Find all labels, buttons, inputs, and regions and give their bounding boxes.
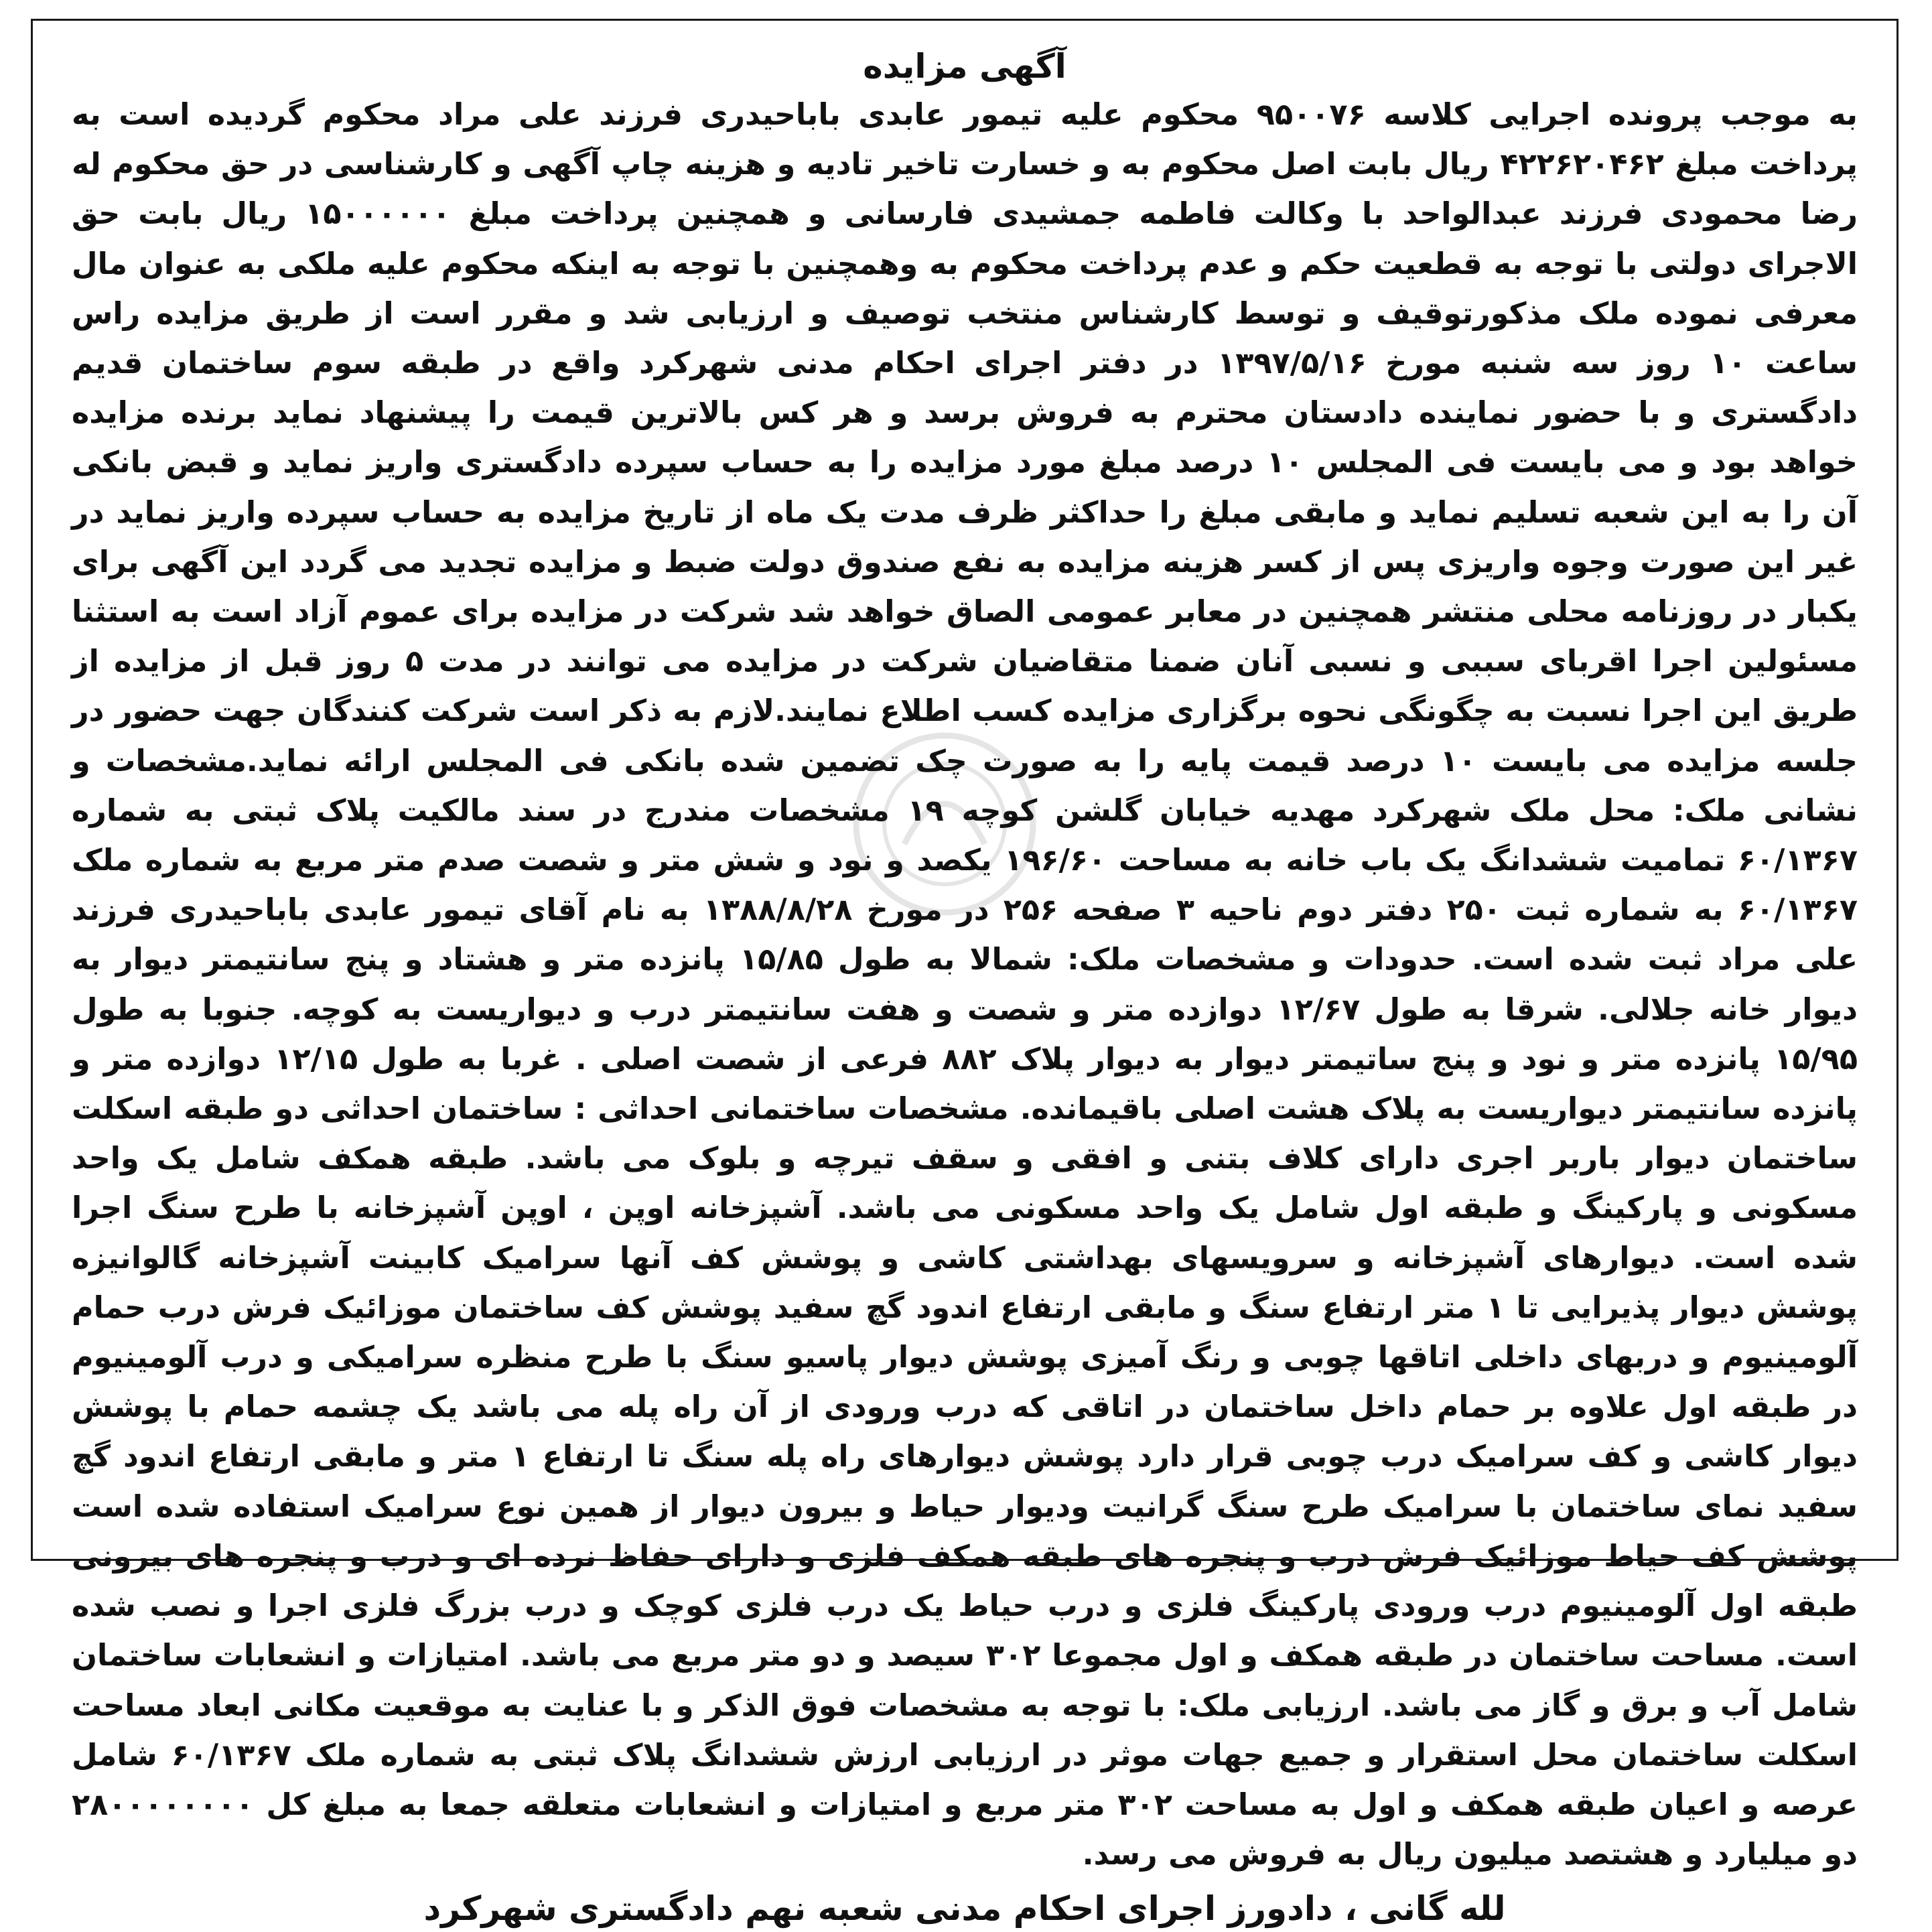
notice-title: آگهی مزایده <box>863 47 1066 86</box>
notice-signature: لله گانی ، دادورز اجرای احکام مدنی شعبه نهم دادگستری شهرکرد <box>423 1889 1506 1929</box>
notice-body: به موجب پرونده اجرایی کلاسه ۹۵۰۰۷۶ محکوم علیه تیمور عابدی باباحیدری فرزند علی مراد محکوم گردیده است به پرداخت مبلغ ۴۲۲۶۲۰۴۶۲ ریال بابت اصل محکوم به و خسارت تاخیر تادیه و هزینه چاپ آگهی و کارشناسی در حق محکوم له رضا محمودی فرزند عبدالواحد با وکالت فاطمه جمشیدی فارسانی و همچنین پرداخت مبلغ ۱۵۰۰۰۰۰۰ ریال بابت حق الاجرای دولتی با توجه به قطعیت حکم و عدم پرداخت محکوم به وهمچنین با توجه به اینکه محکوم علیه ملکی به عنوان مال معرفی نموده ملک مذکورتوقیف و توسط کارشناس منتخب توصیف و ارزیابی شد و مقرر است از طریق مزایده راس ساعت ۱۰ روز سه شنبه مورخ ۱۳۹۷/۵/۱۶ در دفتر اجرای احکام مدنی شهرکرد واقع در طبقه سوم ساختمان قدیم دادگستری و با حضور نماینده دادستان محترم به فروش برسد و هر کس بالاترین قیمت را پیشنهاد نماید برنده مزایده خواهد بود و می بایست فی المجلس ۱۰ درصد مبلغ مورد مزایده را به حساب سپرده دادگستری واریز نماید و قبض بانکی آن را به این شعبه تسلیم نماید و مابقی مبلغ را حداکثر ظرف مدت یک ماه از تاریخ مزایده به حساب سپرده واریز نماید در غیر این صورت وجوه واریزی پس از کسر هزینه مزایده به نفع صندوق دولت ضبط و مزایده تجدید می گردد این آگهی برای یکبار در روزنامه محلی منتشر همچنین در معابر عمومی الصاق خواهد شد شرکت در مزایده برای عموم آزاد است به استثنا مسئولین اجرا اقربای سببی و نسبی آنان ضمنا متقاضیان شرکت در مزایده می توانند در مدت ۵ روز قبل از مزایده از طریق این اجرا نسبت به چگونگی نحوه برگزاری مزایده کسب اطلاع نمایند.لازم به ذکر است شرکت کنندگان جهت حضور در جلسه مزایده می بایست ۱۰ درصد قیمت پایه را به صورت چک تضمین شده بانکی فی المجلس ارائه نماید.مشخصات و نشانی ملک: محل ملک شهرکرد مهدیه خیابان گلشن کوچه ۱۹ مشخصات مندرج در سند مالکیت پلاک ثبتی به شماره ۶۰/۱۳۶۷ تمامیت ششدانگ یک باب خانه به مساحت ۱۹۶/۶۰ یکصد و نود و شش متر و شصت صدم متر مربع به شماره ملک ۶۰/۱۳۶۷ به شماره ثبت ۲۵۰ دفتر دوم ناحیه ۳ صفحه ۲۵۶ در مورخ ۱۳۸۸/۸/۲۸ به نام آقای تیمور عابدی باباحیدری فرزند علی مراد ثبت شده است. حدودات و مشخصات ملک: شمالا به طول ۱۵/۸۵ پانزده متر و هشتاد و پنج سانتیمتر دیوار به دیوار خانه جلالی. شرقا به طول ۱۲/۶۷ دوازده متر و شصت و هفت سانتیمتر درب و دیواریست به کوچه. جنوبا به طول ۱۵/۹۵ پانزده متر و نود و پنج ساتیمتر دیوار به دیوار پلاک ۸۸۲ فرعی از شصت اصلی . غربا به طول ۱۲/۱۵ دوازده متر و پانزده سانتیمتر دیواریست به پلاک هشت اصلی باقیمانده. مشخصات ساختمانی احداثی : ساختمان احداثی دو طبقه اسکلت ساختمان دیوار باربر اجری دارای کلاف بتنی و افقی و سقف تیرچه و بلوک می باشد. طبقه همکف شامل یک واحد مسکونی و پارکینگ و طبقه اول شامل یک واحد مسکونی می باشد. آشپزخانه اوپن ، اوپن آشپزخانه با طرح سنگ اجرا شده است. دیوارهای آشپزخانه و سرویسهای بهداشتی کاشی و پوشش کف آنها سرامیک کابینت آشپزخانه گالوانیزه پوشش دیوار پذیرایی تا ۱ متر ارتفاع سنگ و مابقی ارتفاع اندود گچ سفید پوشش کف ساختمان موزائیک فرش درب حمام آلومینیوم و دربهای داخلی اتاقها چوبی و رنگ آمیزی پوشش دیوار پاسیو سنگ با طرح منظره سرامیکی و درب آلومینیوم در طبقه اول علاوه بر حمام داخل ساختمان در اتاقی که درب ورودی از آن راه پله می باشد یک چشمه حمام با پوشش دیوار کاشی و کف سرامیک درب چوبی قرار دارد پوشش دیوارهای راه پله سنگ تا ارتفاع ۱ متر و مابقی ارتفاع اندود گچ سفید نمای ساختمان با سرامیک طرح سنگ گرانیت ودیوار حیاط و بیرون دیوار از همین نوع سرامیک استفاده شده است پوشش کف حیاط موزائیک فرش درب و پنجره های طبقه همکف فلزی و دارای حفاظ نرده ای و درب و پنجره های بیرونی طبقه اول آلومینیوم درب ورودی پارکینگ فلزی و درب حیاط یک درب فلزی کوچک و درب بزرگ فلزی اجرا و نصب شده است. مساحت ساختمان در طبقه همکف و اول مجموعا ۳۰۲ سیصد و دو متر مربع می باشد. امتیازات و انشعابات ساختمان شامل آب و برق و گاز می باشد. ارزیابی ملک: با توجه به مشخصات فوق الذکر و با عنایت به موقعیت مکانی ابعاد مساحت اسکلت ساختمان محل استقرار و جمیع جهات موثر در ارزیابی ارزش ششدانگ پلاک ثبتی به شماره ملک ۶۰/۱۳۶۷ شامل عرصه و اعیان طبقه همکف و اول به مساحت ۳۰۲ متر مربع و امتیازات و انشعابات متعلقه جمعا به مبلغ کل ۲۸۰۰۰۰۰۰۰۰ دو میلیارد و هشتصد میلیون ریال به فروش می رسد. <box>72 98 1858 1872</box>
notice-frame <box>31 19 1899 1929</box>
